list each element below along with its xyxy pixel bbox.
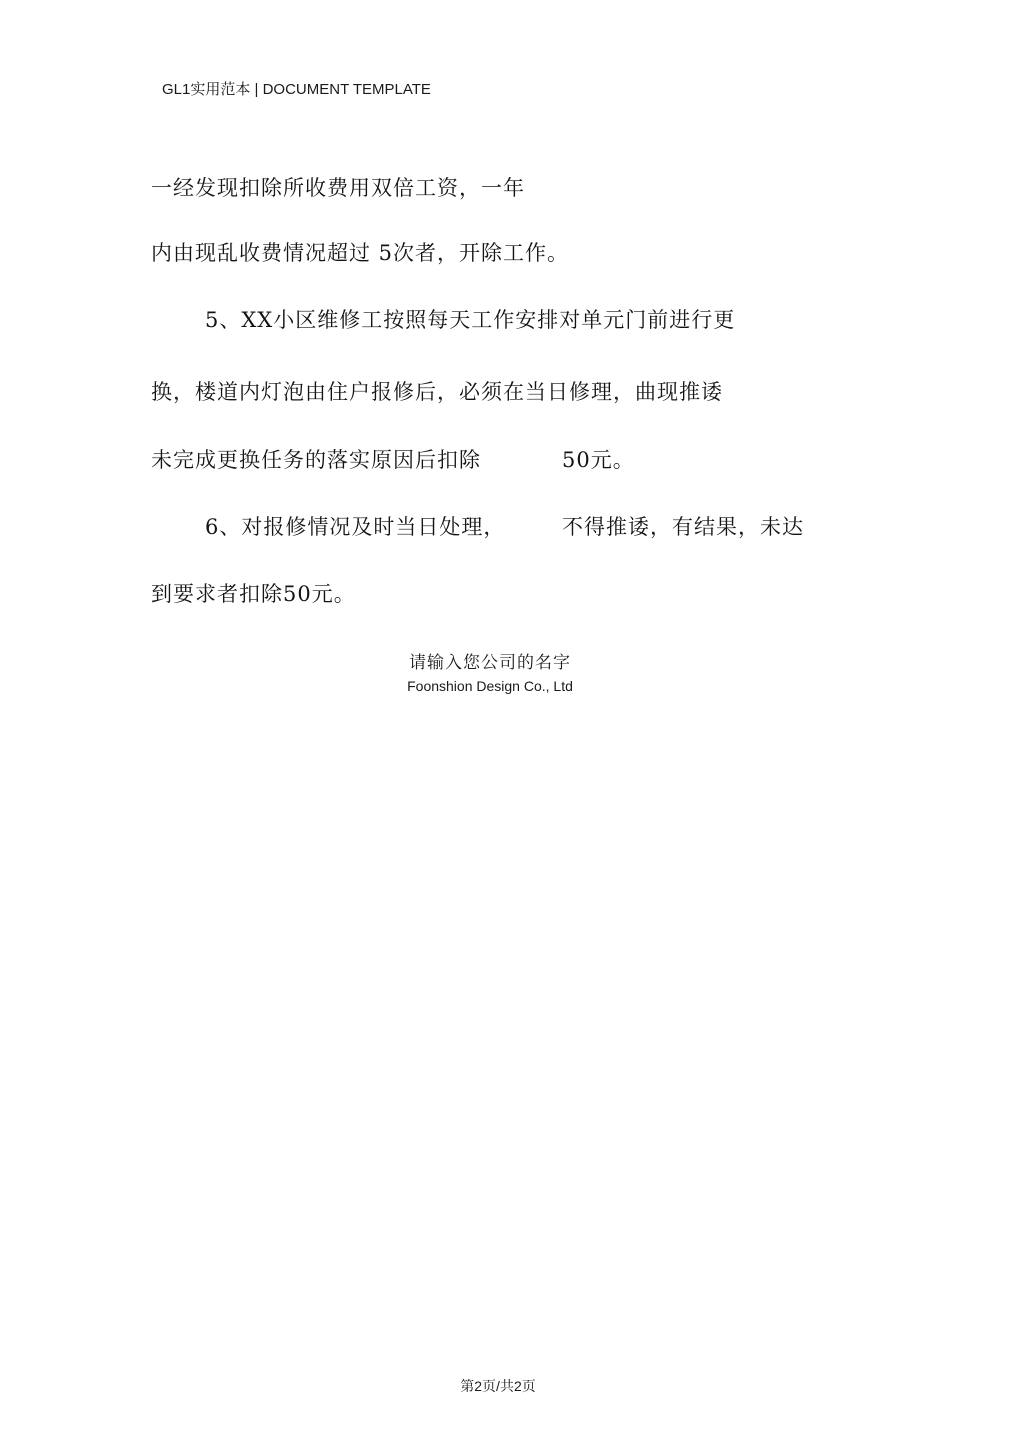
body-line-3: 5、XX小区维修工按照每天工作安排对单元门前进行更 [205,308,736,332]
body-line-6-part-1: 6、对报修情况及时当日处理， [205,515,506,539]
body-line-5-part-2: 50元。 [562,448,635,472]
body-line-1: 一经发现扣除所收费用双倍工资，一年 [151,176,525,200]
company-name-chinese: 请输入您公司的名字 [409,653,571,673]
page-number-footer: 第2页/共2页 [460,1378,536,1394]
page-header: GL1实用范本 | DOCUMENT TEMPLATE [162,81,431,98]
company-name-english: Foonshion Design Co., Ltd [407,678,573,694]
body-line-5-part-1: 未完成更换任务的落实原因后扣除 [151,448,481,472]
body-line-2: 内由现乱收费情况超过 5次者，开除工作。 [151,241,570,265]
body-line-7: 到要求者扣除50元。 [151,582,356,606]
body-line-4: 换，楼道内灯泡由住户报修后，必须在当日修理，曲现推诿 [151,380,723,404]
body-line-6-part-2: 不得推诿，有结果，未达 [562,515,804,539]
